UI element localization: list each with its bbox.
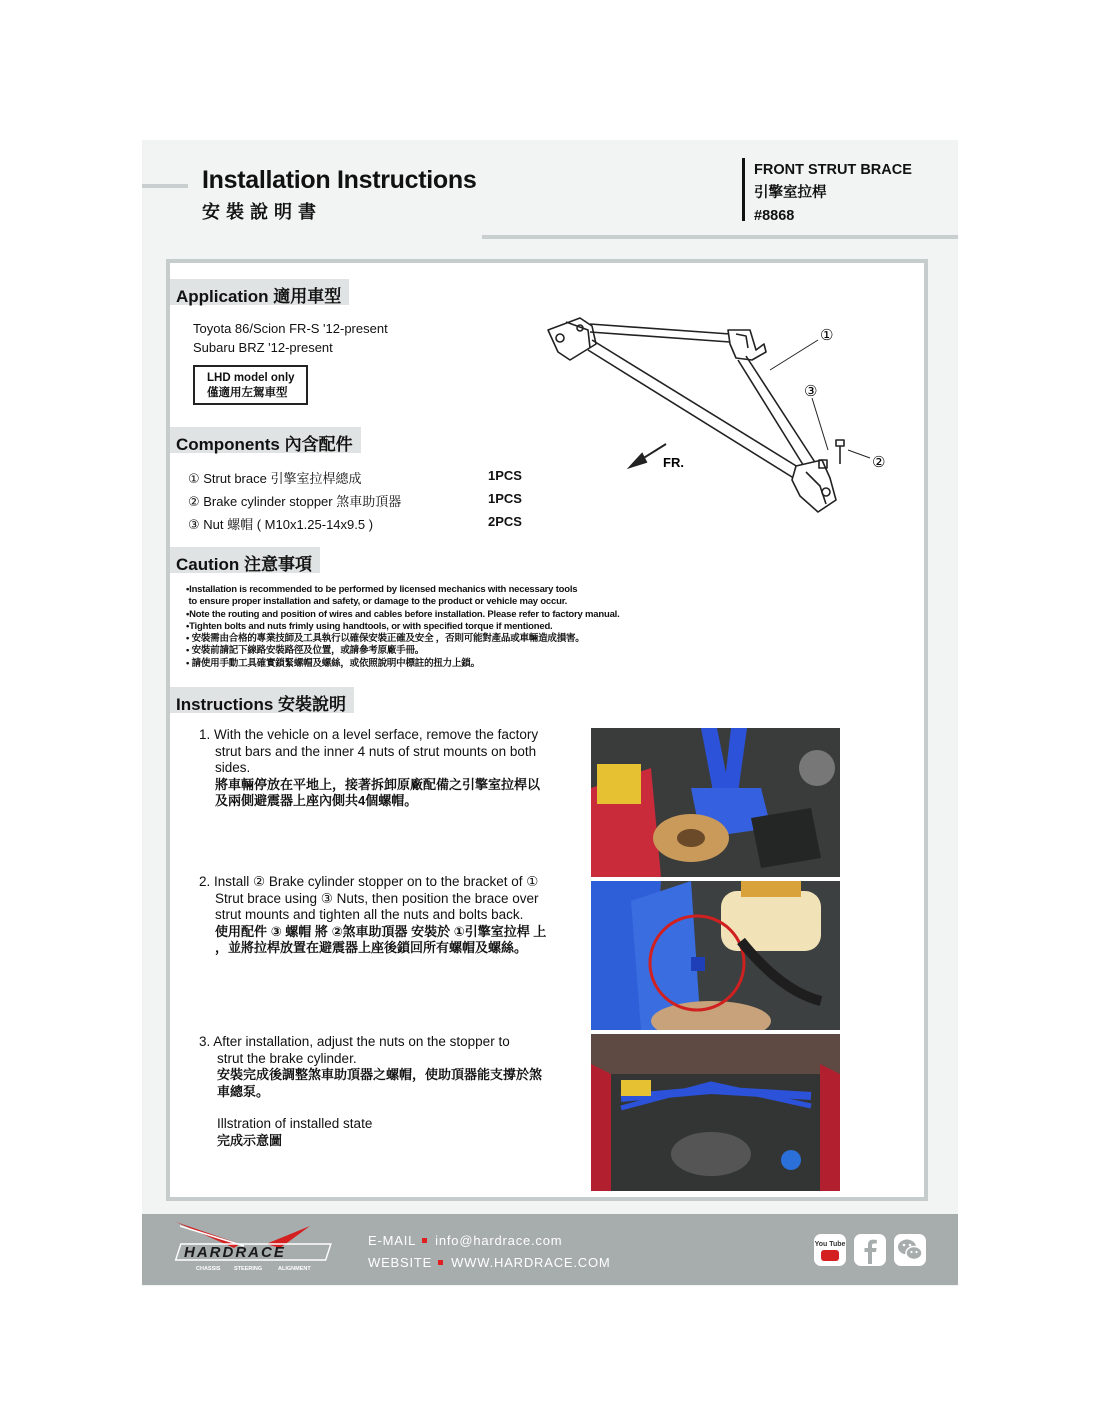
caution-heading: Caution 注意事項 <box>170 547 320 573</box>
step-text-zh: 將車輛停放在平地上，接著拆卸原廠配備之引擎室拉桿以 <box>215 776 541 792</box>
youtube-icon-text: You Tube <box>814 1241 846 1248</box>
step-text-zh: 車總泵。 <box>217 1083 270 1099</box>
components-heading: Components 內含配件 <box>170 427 361 453</box>
email-link[interactable]: info@hardrace.com <box>435 1233 563 1248</box>
component-qty-3: 2PCS <box>488 514 522 529</box>
strut-brace-diagram <box>530 300 910 540</box>
email-label: E-MAIL <box>368 1233 417 1248</box>
instruction-step-1 <box>199 727 540 810</box>
caution-line: •Installation is recommended to be performed by licensed mechanics with necessary tools <box>186 584 578 595</box>
step-text-zh: 使用配件 ③ 螺帽 將 ②煞車助頂器 安裝於 ①引擎室拉桿 上 <box>215 923 547 939</box>
step-text-zh: 及兩側避震器上座內側共4個螺帽。 <box>215 793 418 808</box>
step-text-en: 2. Install ② Brake cylinder stopper on to the bracket of ① <box>199 874 539 889</box>
product-name: FRONT STRUT BRACE <box>754 162 912 178</box>
footer-website <box>368 1255 611 1270</box>
logo-brand: HARDRACE <box>184 1244 286 1261</box>
page-title: Installation Instructions <box>202 166 477 194</box>
application-line-2: Subaru BRZ '12-present <box>193 340 333 355</box>
wechat-icon[interactable] <box>894 1234 926 1266</box>
caution-line: •Note the routing and position of wires and cables before installation. Please refer to factory manual. <box>186 608 620 620</box>
logo-tagline-1: CHASSIS <box>196 1266 221 1272</box>
component-qty-2: 1PCS <box>488 491 522 506</box>
product-info <box>754 159 912 228</box>
photo-step-1 <box>591 728 840 877</box>
step-text-en: 3. After installation, adjust the nuts on the stopper to <box>199 1034 510 1049</box>
step-text-en: strut bars and the inner 4 nuts of strut mounts on both <box>215 743 537 759</box>
step-text-zh: ，並將拉桿放置在避震器上座後鎖回所有螺帽及螺絲。 <box>215 940 528 955</box>
caution-line: to ensure proper installation and safety, or damage to the product or vehicle may occur. <box>186 596 568 608</box>
header-rule-left <box>142 184 188 188</box>
product-name-zh: 引擎室拉桿 <box>754 185 827 201</box>
header-rule-right <box>482 235 958 239</box>
youtube-icon[interactable] <box>814 1234 846 1266</box>
header-divider <box>742 158 745 221</box>
caution-line: • 請使用手動工具確實鎖緊螺帽及螺絲，或依照說明中標註的扭力上鎖。 <box>186 657 480 669</box>
footer-email <box>368 1233 562 1248</box>
website-link[interactable]: WWW.HARDRACE.COM <box>451 1255 611 1270</box>
hardrace-logo <box>170 1222 340 1274</box>
lhd-note-en: LHD model only <box>207 372 295 384</box>
component-qty-1: 1PCS <box>488 468 522 483</box>
step-text-en: sides. <box>215 760 251 775</box>
illustration-caption-en: Illstration of installed state <box>217 1116 373 1131</box>
lhd-note-zh: 僅適用左駕車型 <box>207 387 288 399</box>
application-heading: Application 適用車型 <box>170 279 349 305</box>
step-text-zh: 安裝完成後調整煞車助頂器之螺帽，使助頂器能支撐於煞 <box>217 1067 543 1082</box>
lhd-note-box <box>193 365 308 405</box>
callout-3: ③ <box>804 382 818 400</box>
page-subtitle: 安裝說明書 <box>202 202 322 223</box>
instruction-step-3 <box>199 1034 542 1149</box>
component-item-3: ③ Nut 螺帽 ( M10x1.25-14x9.5 ) <box>188 517 374 532</box>
logo-tagline-2: STEERING <box>234 1266 263 1272</box>
step-text-en: 1. With the vehicle on a level serface, remove the factory <box>199 727 539 742</box>
application-line-1: Toyota 86/Scion FR-S '12-present <box>193 321 388 336</box>
caution-line: • 安裝前請記下線路安裝路徑及位置，或請參考原廠手冊。 <box>186 645 425 657</box>
callout-1: ① <box>820 326 834 344</box>
bullet-icon <box>438 1260 443 1265</box>
photo-step-3 <box>591 1034 840 1191</box>
illustration-caption-zh: 完成示意圖 <box>217 1132 283 1148</box>
part-number: #8868 <box>754 208 795 224</box>
bullet-icon <box>422 1238 427 1243</box>
caution-line: • 安裝需由合格的專業技師及工具執行以確保安裝正確及安全 ，否則可能對產品或車輛造成損害。 <box>186 633 585 645</box>
component-item-1: ① Strut brace 引擎室拉桿總成 <box>188 471 362 486</box>
component-item-2: ② Brake cylinder stopper 煞車助頂器 <box>188 494 402 509</box>
direction-label: FR. <box>663 455 684 470</box>
caution-line: •Tighten bolts and nuts frimly using handtools, or with specified torque if mentioned. <box>186 620 553 632</box>
photo-step-2 <box>591 881 840 1030</box>
caution-text <box>186 584 620 670</box>
step-text-en: strut the brake cylinder. <box>217 1050 357 1066</box>
step-text-en: strut mounts and tighten all the nuts and bolts back. <box>215 907 524 922</box>
facebook-icon[interactable] <box>854 1234 886 1266</box>
instruction-step-2 <box>199 874 546 957</box>
step-text-en: Strut brace using ③ Nuts, then position the brace over <box>215 890 539 906</box>
website-label: WEBSITE <box>368 1255 433 1270</box>
instructions-heading: Instructions 安裝說明 <box>170 687 354 713</box>
logo-tagline-3: ALIGNMENT <box>278 1266 311 1272</box>
callout-2: ② <box>872 453 886 471</box>
